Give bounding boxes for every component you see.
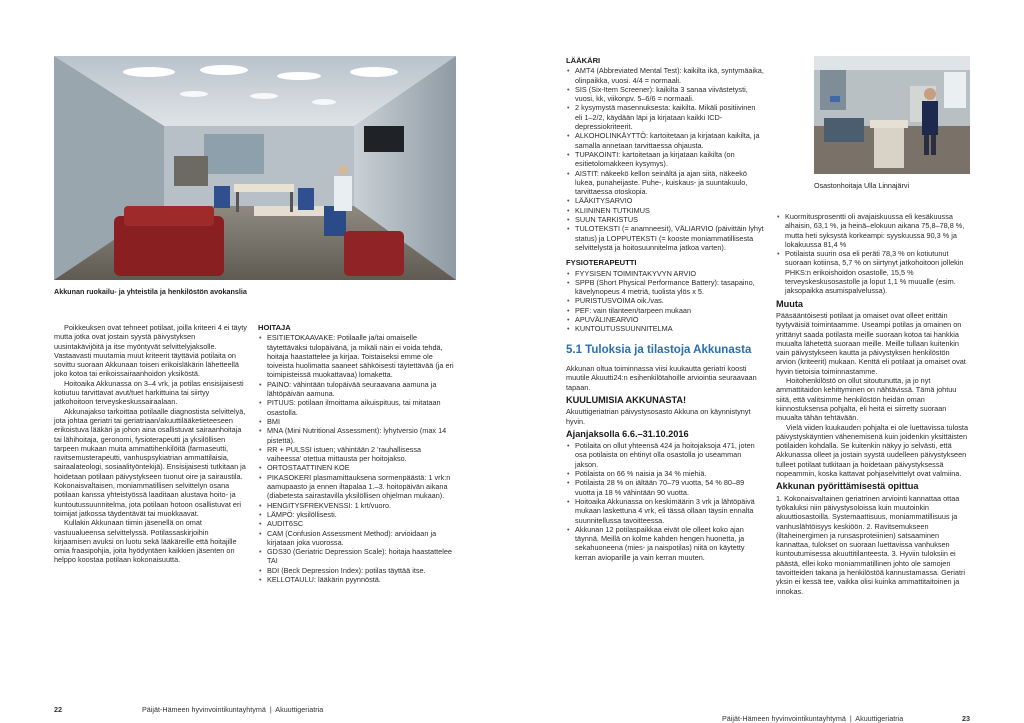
hoitaja-heading: HOITAJA	[258, 323, 291, 332]
list-item: • PAINO: vähintään tulopäivää seuraavana aamuna ja lähtöpäivän aamuna.	[258, 380, 456, 399]
list-item: • GDS30 (Geriatric Depression Scale): hoitaja haastattelee TAI	[258, 547, 456, 566]
period-heading: Ajanjaksolla 6.6.–31.10.2016	[566, 428, 689, 439]
list-item: • Potilaita on ollut yhteensä 424 ja hoitojaksoja 471, joten osa potilaista on ehtinyt olla osastolla jo useamman jakson.	[566, 441, 764, 469]
list-item: • CAM (Confusion Assessment Method): arvioidaan ja kirjataan joka vuorossa.	[258, 529, 456, 548]
footer-text: Päijät-Hämeen hyvinvointikuntayhtymä | Akuuttigeriatria	[142, 705, 324, 714]
paragraph: Poikkeuksen ovat tehneet potilaat, joilla kriteeri 4 ei täyty mutta jotka ovat jostain syystä päivystyksen uusintakävijöitä ja itse myöntyvät selvittelyjaksolle. Vastaavasti muutamia muut kriteerit täyttäviä potilaita on sovittu suoraan Akkunaan toisen erikoisläkärin lähetteellä joko kotoa tai erikoissairaanhoidon yksiköstä.	[54, 323, 247, 379]
paragraph: Kullakin Akkunaan tiimin jäsenellä on omat vastuualueensa selvittelyssä. Potilassaskirjoihin kirjaamisen avuksi on luotu sekä lääkäreille että hoitajille omia fraasipohjia, joita hyödyntäen kaikkien jäsenten on helppo koostaa potilaan kokonaisuutta.	[54, 518, 237, 565]
list-item: • Hoitoaika Akkunassa on keskimäärin 3 vrk ja lähtöpäivä mukaan laskettuna 4 vrk, eli tässä ollaan täysin ennalta suunnitellussa tavoitteessa.	[566, 497, 764, 525]
list-item: • AMT4 (Abbreviated Mental Test): kaikilta ikä, syntymäaika, olinpaikka, vuosi. 4/4 = normaali.	[566, 66, 764, 85]
right-column-2	[776, 212, 970, 596]
list-item: • Kuormitusprosentti oli avajaiskuussa eli kesäkuussa alhaisin, 63,1 %, ja heinä–elokuun aikana 75,8–78,8 %, mutta heti syksystä korkeampi: syyskuussa 90,3 % ja lokakuussa 81,4 %	[776, 212, 970, 249]
laakari-list	[566, 66, 764, 252]
right-column-1	[566, 56, 764, 562]
list-item: • BMI	[258, 417, 456, 426]
fysio-heading: FYSIOTERAPEUTTI	[566, 258, 637, 268]
kuulumisia-text: Akuuttigeriatrian päivystysosasto Akkuna on käynnistynyt hyvin.	[566, 407, 751, 426]
photo-caption: Osastonhoitaja Ulla Linnajärvi	[814, 181, 910, 190]
page-number: 22	[54, 705, 62, 714]
page-number: 23	[962, 714, 970, 723]
list-item: • PIKASOKERI plasmamittauksena sormenpäästä: 1 vrk:n aamupaasto ja ennen iltapalaa 1.–3. hoitopäivän aikana (diabetesta sairastavilla yksilöllisen ohjelman mukaan).	[258, 473, 456, 501]
list-item: • 2 kysymystä masennuksesta: kaikilta. Mikäli positiivinen eli 1–2/2, käydään läpi ja kirjataan kaikki ICD-depressiokriteerit.	[566, 103, 764, 131]
list-item: • AISTIT: näkeekö kellon seinältä ja ajan siitä, näkeekö lukea, punaheijaste. Puhe-, kuiskaus- ja suuntakuulo, tarvittaessa otoskopia.	[566, 169, 764, 197]
list-item: • Potilaista on 66 % naisia ja 34 % miehiä.	[566, 469, 764, 478]
right-page	[512, 0, 1024, 722]
list-item: • Potilaista suurin osa eli peräti 78,3 % on kotiutunut suoraan kotiinsa, 5,7 % on siirtynyt jatkohoitoon jollekin PHKS:n erikoishoidon osastolle, 15,5 % terveyskeskusosastolle ja loput 1,1 % muualle (esim. jaksopaikka asumispalvelussa).	[776, 249, 970, 295]
laakari-heading: LÄÄKÄRI	[566, 56, 601, 65]
list-item: • SIS (Six-Item Screener): kaikilta 3 sanaa viivästetysti, vuosi, kk, viikonpv. 5–6/6 = normaali.	[566, 85, 764, 104]
list-item: • LÄÄKITYSARVIO	[566, 196, 764, 205]
left-footer	[54, 705, 456, 714]
list-item: • RR + PULSSI istuen; vähintään 2 'rauhallisessa vaiheessa' otettua mittausta per hoitojakso.	[258, 445, 456, 464]
period-list	[566, 441, 764, 562]
nurse-image	[814, 56, 970, 174]
list-item: • LÄMPÖ: yksilöllisesti.	[258, 510, 456, 519]
list-item: • PITUUS: potilaan ilmoittama aikuispituus, tai mitataan osastolla.	[258, 398, 456, 417]
list-item: • APUVÄLINEARVIO	[566, 315, 764, 324]
left-column-2	[258, 323, 456, 584]
left-column-1	[54, 323, 247, 565]
list-item: • KELLOTAULU: lääkärin pyynnöstä.	[258, 575, 456, 584]
paragraph: Hoitoaika Akkunassa on 3–4 vrk, ja potilas ensisijaisesti kotiutuu tarvittavat avut/tuet harkittuina tai siirtyy jatkohoitoon terveyskeskussairaalaan.	[54, 378, 244, 407]
paragraph: Vielä viiden kuukauden pohjalta ei ole luettavissa tulosta päivystyskäyntien vähenemisenä kuin joidenkin yksittäisten potilaiden kohdalla. Se kuitenkin näkyy jo selvästi, että Akkunassa olleet ja jostain syystä uudelleen päivystykseen tulleet potilaat tutkitaan ja hoidetaan päivystyksessä nopeammin, koska kattavat pohjaselvittelyt ovat valmiina.	[776, 422, 969, 479]
list-item: • HENGITYSFREKVENSSI: 1 krt/vuoro.	[258, 501, 456, 510]
list-item: • SUUN TARKISTUS	[566, 215, 764, 224]
dining-area-image	[54, 56, 456, 280]
footer-text: Päijät-Hämeen hyvinvointikuntayhtymä | Akuuttigeriatria	[722, 714, 904, 723]
list-item: • ORTOSTAATTINEN KOE	[258, 463, 456, 472]
muuta-heading: Muuta	[776, 298, 804, 309]
list-item: • MNA (Mini Nutritional Assessment): lyhytversio (max 14 pistettä).	[258, 426, 456, 445]
list-item: • KLIININEN TUTKIMUS	[566, 206, 764, 215]
paragraph: Pääsääntöisesti potilaat ja omaiset ovat olleet erittäin tyytyväisiä toimintaamme. Useampi potilas ja omainen on yrittänyt saada potilasta meille suoraan kotoa tai hankkia muualta lähetettä suoraan meille. Meille tullaan kuitenkin vain päivystykseen kautta ja päivystyksen henkilöstön arvion (kriteerit) mukaan. Kenttä eli potilaat ja omaiset ovat hyvin tietoisia toiminnastamme.	[776, 310, 966, 376]
photo-caption: Akkunan ruokailu- ja yhteistila ja henkilöstön avokanslia	[54, 287, 247, 296]
section-intro: Akkunan oltua toiminnassa viisi kuukautta geriatri koosti muutile Akuutti24:n esihenkilötahoille arviointia seuraavaan tapaan.	[566, 364, 757, 392]
list-item: • SPPB (Short Physical Performance Battery): tasapaino, kävelynopeus 4 metriä, tuolista ylös x 5.	[566, 278, 764, 297]
dining-area-photo	[54, 56, 456, 280]
list-item: • FYYSISEN TOIMINTAKYVYN ARVIO	[566, 269, 764, 278]
list-item: • PEF: vain tilanteen/tarpeen mukaan	[566, 306, 764, 315]
list-item: • BDI (Beck Depression Index): potilas täyttää itse.	[258, 566, 456, 575]
list-item: • TULOTEKSTI (= anamneesit), VÄLIARVIO (päivittäin lyhyt status) ja LOPPUTEKSTI (= kooste moniammatillisesta selvittelystä ja hoitosuunnitelma jatkoa varten).	[566, 224, 764, 252]
list-item: • KUNTOUTUSSUUNNITELMA	[566, 324, 764, 333]
paragraph: 1. Kokonaisvaltainen geriatrinen arviointi kannattaa ottaa työkaluksi niin päivystysoloissa kuin muutoinkin akuuttiosastoilla. Systemaattisuus, moniammatillisuus ja vanhuslähtöisyys keskiöön. 2. Ravitsemukseen (iltaheinergimen ja runsasproteiinien) satsaaminen kannattaa, tulokset on suoraan luettavissa vanhuksen kuntoutumisessa akuuttitilanteesta. 3. Hyviin tuloksiin ei päästä, ellei koko moniammatillinen johto ole samojen tavoitteiden takana ja henkilöstöä kannustamassa. Geriatri yksin ei kessä tee, vaikka olisi kuinka ammattitaitoinen ja innokas.	[776, 493, 966, 596]
list-item: • ALKOHOLINKÄYTTÖ: kartoitetaan ja kirjataan kaikilta, ja samalla annetaan tarvittaessa ohjausta.	[566, 131, 764, 150]
list-item: • AUDIT6SC	[258, 519, 456, 528]
list-item: • Akkunan 12 potilaspaikkaa eivät ole olleet koko ajan täynnä. Meillä on kolme kahden hengen huonetta, ja sekahuoneena (mies- ja naispotilas) niitä on käytetty kerran avioparille ja vain kerran muuten.	[566, 525, 764, 562]
fysio-list	[566, 269, 764, 334]
stats-list	[776, 212, 970, 296]
list-item: • TUPAKOINTI: kartoitetaan ja kirjataan kaikilta (on esitietolomakkeen kysymys).	[566, 150, 764, 169]
list-item: • Potilaista 28 % on iältään 70–79 vuotta, 54 % 80–89 vuotta ja 18 % vähintään 90 vuotta.	[566, 478, 764, 497]
list-item: • ESITIETOKAAVAKE: Potilaalle ja/tai omaiselle täytettäväksi tulopäivänä, ja mikäli näin ei voida tehdä, hoitaja haastattelee ja kirjaa. Toistaiseksi emme ole toiveista huolimatta saaneet sähköisesti täytettävää (ja eri toimipisteissä muokattavaa) lomaketta.	[258, 333, 456, 379]
paragraph: Akkunajakso tarkoittaa potilaalle diagnostista selvittelyä, jota johtaa geriatri tai geriatriaan/akuuttilääketieteeseen erikoistuva lääkäri ja johon aina osallistuvat sairaanhoitaja tai lähihoitaja, geronomi, fysioterapeutti ja yksilöllisen tarpeen mukaan muita ammattihenkilöitä (farmaseutti, ravitsemusterapeutti, vanhuspsykiatrian ammattilaisia, sairaalateologi, sosiaalityöntekijä). Ensisijaisesti tutkitaan ja hoidetaan potilaan päivystykseen tuonut oire ja sairaustila. Kokonaisvaltaisen, moniammatillisen selvittelyn osana potilaan kanssa yhteistyössä laaditaan alustava hoito- ja kuntoutussuunnitelma, jota potilaan hotoon osallistuvat eri toimijat jatkossa täydentävät tai muokkaavat.	[54, 406, 246, 518]
opittua-heading: Akkunan pyörittämisestä opittua	[776, 481, 919, 492]
list-item: • PURISTUSVOIMA oik./vas.	[566, 296, 764, 305]
left-page	[0, 0, 512, 722]
nurse-photo	[814, 56, 970, 174]
kuulumisia-heading: KUULUMISIA AKKUNASTA!	[566, 395, 687, 405]
section-title: 5.1 Tuloksia ja tilastoja Akkunasta	[566, 343, 752, 356]
paragraph: Hoitohenkilöstö on ollut sitoutunutta, ja jo nyt ammattitaidon kehittyminen on nähtävissä. Tämä johtuu siitä, että valitsimme henkilöstön heidän oman kiinnostuksensa pohjalta, eli heitä ei siirretty suoraan muualta tähän tehtävään.	[776, 376, 957, 423]
hoitaja-list	[258, 333, 456, 584]
